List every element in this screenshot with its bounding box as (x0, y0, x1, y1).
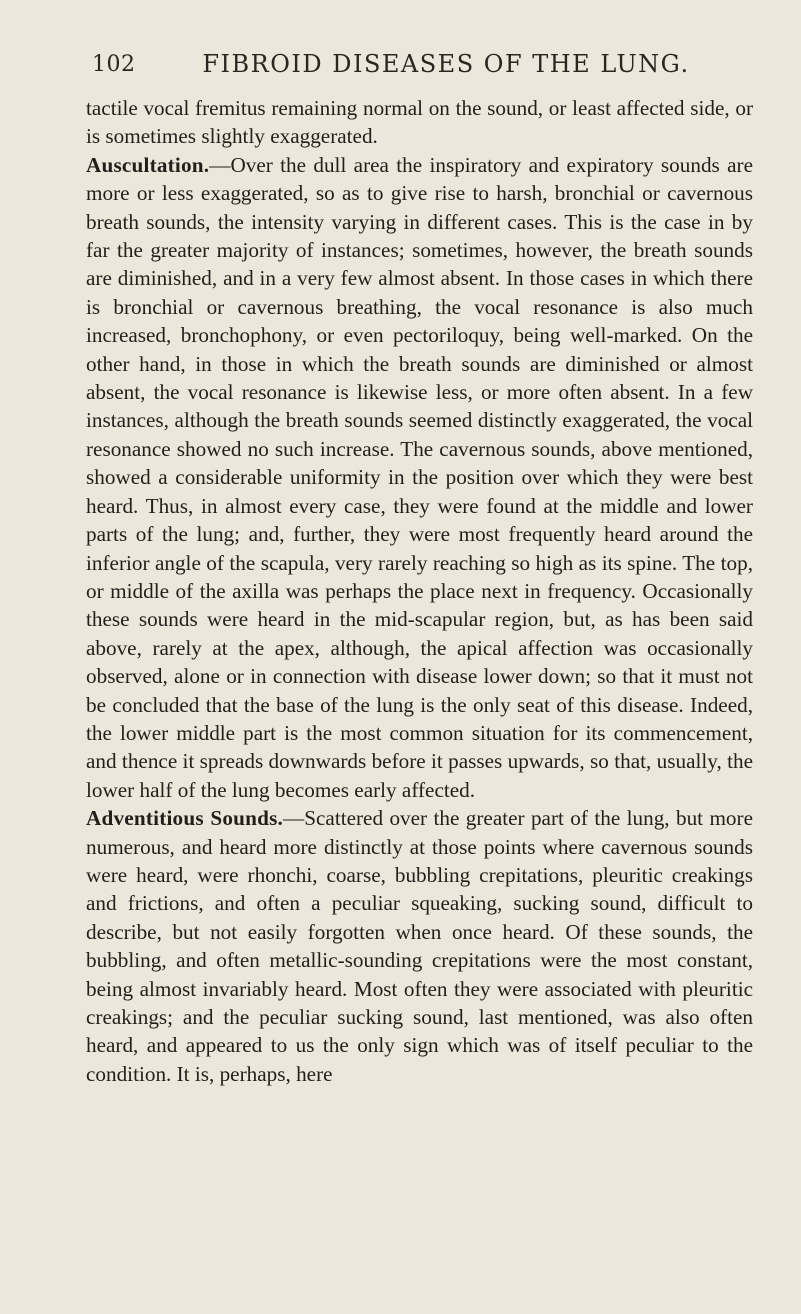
page-header (92, 50, 750, 86)
body-text (86, 94, 753, 1088)
section-heading-adventitious-sounds: Adventitious Sounds. (86, 806, 284, 831)
running-title: FIBROID DISEASES OF THE LUNG. (202, 50, 690, 78)
paragraph-text: —Scattered over the greater part of the lung, but more numerous, and heard more distinctly at those points where cavernous sounds were heard, were rhonchi, coarse, bubbling crepitations, pleuritic creakings and frictions, and often a peculiar squeaking, sucking sound, difficult to describe, but not easily forgotten when once heard. Of these sounds, the bubbling, and often metallic-sounding crepitations were the most constant, being almost invariably heard. Most often they were associated with pleuritic creakings; and the peculiar sucking sound, last mentioned, was also often heard, and appeared to us the only sign which was of itself peculiar to the condition. It is, perhaps, here (86, 806, 753, 1086)
page-number: 102 (92, 52, 136, 77)
paragraph-continuation (86, 94, 753, 151)
section-heading-auscultation: Auscultation. (86, 152, 210, 177)
paragraph-auscultation (86, 151, 753, 804)
paragraph-text: tactile vocal fremitus remaining normal on the sound, or least affected side, or is sometimes slightly exaggerated. (86, 96, 753, 149)
paragraph-adventitious-sounds (86, 804, 753, 1088)
paragraph-text: —Over the dull area the inspiratory and expiratory sounds are more or less exaggerated, so as to give rise to harsh, bronchial or cavernous breath sounds, the intensity varying in different cases. This is the case in by far the greater majority of instances; sometimes, however, the breath sounds are diminished, and in a very few almost absent. In those cases in which there is bronchial or cavernous breathing, the vocal resonance is also much increased, bronchophony, or even pectoriloquy, being well-marked. On the other hand, in those in which the breath sounds are diminished or almost absent, the vocal resonance is likewise less, or more often absent. In a few instances, although the breath sounds seemed distinctly exaggerated, the vocal resonance showed no such increase. The cavernous sounds, above mentioned, showed a considerable uniformity in the position over which they were best heard. Thus, in almost every case, they were found at the middle and lower parts of the lung; and, further, they were most frequently heard around the inferior angle of the scapula, very rarely reaching so high as its spine. The top, or middle of the axilla was perhaps the place next in frequency. Occasionally these sounds were heard in the mid-scapular region, but, as has been said above, rarely at the apex, although, the apical affection was occasionally observed, alone or in connection with disease lower down; so that it must not be concluded that the base of the lung is the only seat of this disease. Indeed, the lower middle part is the most common situation for its commencement, and thence it spreads downwards before it passes upwards, so that, usually, the lower half of the lung becomes early affected. (86, 152, 753, 802)
